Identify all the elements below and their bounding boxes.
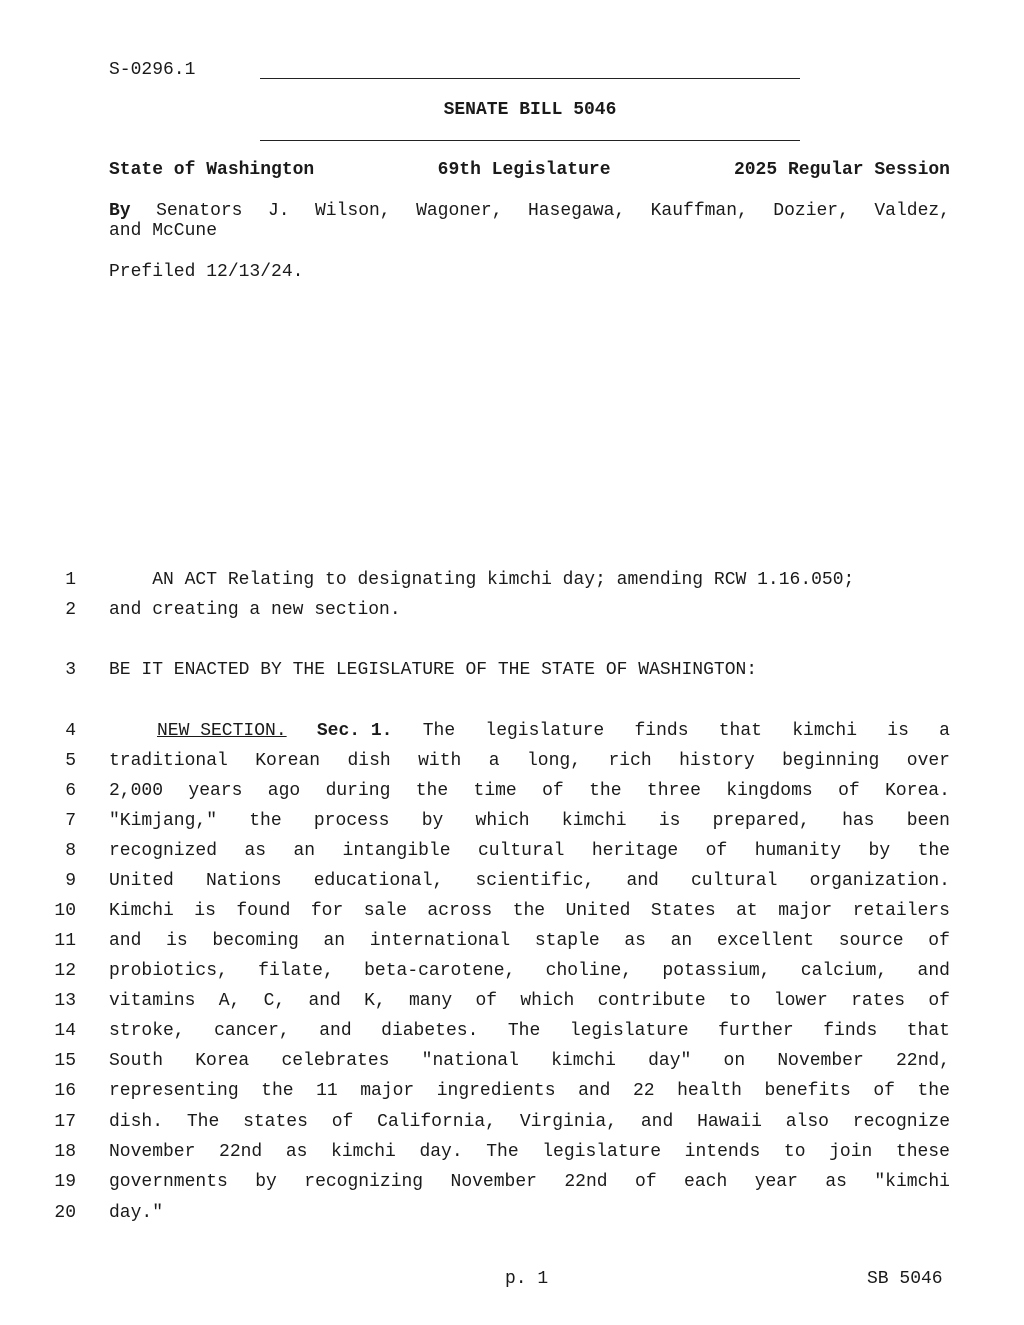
word: cultural: [691, 871, 778, 891]
word: "Kimjang,": [109, 811, 218, 831]
line-number: 18: [54, 1142, 76, 1162]
sponsor-word: Kauffman,: [650, 201, 748, 221]
word: kimchi: [792, 721, 858, 741]
word: sale: [363, 901, 407, 921]
bill-title: SENATE BILL 5046: [443, 100, 617, 120]
word: rates: [851, 991, 906, 1011]
word: the: [512, 901, 546, 921]
word: vitamins: [109, 991, 196, 1011]
bill-line: [109, 750, 950, 772]
bill-line: [109, 1111, 950, 1133]
word: major: [778, 901, 833, 921]
word: Korea: [195, 1051, 250, 1071]
word: on: [723, 1051, 746, 1071]
word: is: [658, 811, 681, 831]
word: benefits: [764, 1081, 851, 1101]
word: of: [873, 1081, 895, 1101]
word: each: [684, 1172, 728, 1192]
line-number: 7: [65, 811, 76, 831]
line-number: 14: [54, 1021, 76, 1041]
word: the: [917, 841, 950, 861]
word: the: [261, 1081, 294, 1101]
word: The: [486, 1142, 519, 1162]
word: diabetes.: [381, 1021, 479, 1041]
word: 22nd: [564, 1172, 608, 1192]
line-number: 8: [65, 841, 76, 861]
section-number: Sec. 1.: [316, 721, 393, 741]
word: recognized: [109, 841, 218, 861]
word: celebrates: [281, 1051, 390, 1071]
word: is: [887, 721, 909, 741]
word: 22: [632, 1081, 655, 1101]
word: Korean: [255, 751, 321, 771]
word: is: [194, 901, 216, 921]
word: retailers: [852, 901, 950, 921]
word: ingredients: [436, 1081, 556, 1101]
line-number: 20: [54, 1203, 76, 1223]
word: probiotics,: [109, 961, 228, 981]
word: states: [243, 1112, 308, 1132]
word: legislature: [485, 721, 605, 741]
page-number: p. 1: [505, 1269, 549, 1289]
bill-line: [109, 960, 950, 982]
document-code: S-0296.1: [109, 60, 196, 80]
word: States: [650, 901, 716, 921]
word: United: [109, 871, 174, 891]
word: been: [906, 811, 950, 831]
word: calcium,: [800, 961, 888, 981]
word: educational,: [313, 871, 444, 891]
word: finds: [823, 1021, 878, 1041]
word: of: [705, 841, 728, 861]
word: at: [736, 901, 758, 921]
line-number: 15: [54, 1051, 76, 1071]
word: these: [895, 1142, 950, 1162]
word: that: [906, 1021, 950, 1041]
word: and: [319, 1021, 352, 1041]
word: The: [507, 1021, 541, 1041]
by-label: By: [109, 201, 131, 221]
word: the: [917, 1081, 950, 1101]
line-number: 5: [65, 751, 76, 771]
word: day": [648, 1051, 692, 1071]
bill-line: [109, 1141, 950, 1163]
word: The: [422, 721, 456, 741]
word: ago: [267, 781, 301, 801]
word: Nations: [205, 871, 282, 891]
word: the: [589, 781, 622, 801]
title-rule-top: [260, 78, 800, 79]
word: as: [244, 841, 267, 861]
word: November: [109, 1142, 196, 1162]
bill-line: [109, 990, 950, 1012]
word: "national: [421, 1051, 519, 1071]
word: by: [421, 811, 444, 831]
word: which: [520, 991, 575, 1011]
bill-line: [109, 780, 950, 802]
word: found: [236, 901, 291, 921]
word: history: [679, 751, 755, 771]
word: to: [728, 991, 751, 1011]
line-number: 13: [54, 991, 76, 1011]
session-header: [109, 160, 950, 180]
sponsor-word: Hasegawa,: [527, 201, 626, 221]
word: "kimchi: [874, 1172, 950, 1192]
word: United: [565, 901, 631, 921]
word: November: [777, 1051, 864, 1071]
word: legislature: [569, 1021, 689, 1041]
word: many: [408, 991, 453, 1011]
word: beta-carotene,: [364, 961, 516, 981]
word: has: [842, 811, 875, 831]
word: governments: [109, 1172, 228, 1192]
word: 2,000: [109, 781, 164, 801]
word: intangible: [342, 841, 451, 861]
sponsors: [109, 201, 950, 241]
word: long,: [527, 751, 582, 771]
word: organization.: [809, 871, 950, 891]
word: an: [293, 841, 316, 861]
word: dish: [347, 751, 391, 771]
word: cancer,: [214, 1021, 290, 1041]
line-number: 11: [54, 931, 76, 951]
bill-line: and creating a new section.: [109, 600, 401, 620]
word: potassium,: [662, 961, 771, 981]
word: traditional: [109, 751, 228, 771]
bill-line: [109, 870, 950, 892]
line-number: 4: [65, 721, 76, 741]
word: time: [473, 781, 517, 801]
bill-line: [109, 1080, 950, 1102]
word: Kimchi: [109, 901, 174, 921]
word: cultural: [477, 841, 565, 861]
word: recognize: [852, 1112, 950, 1132]
word: beginning: [782, 751, 880, 771]
word: of: [331, 1112, 354, 1132]
word: South: [109, 1051, 164, 1071]
word: rich: [608, 751, 652, 771]
word: that: [718, 721, 762, 741]
word: as: [825, 1172, 847, 1192]
bill-line: [109, 810, 950, 832]
line-number: 1: [65, 570, 76, 590]
word: representing: [109, 1081, 239, 1101]
word: dish.: [109, 1112, 164, 1132]
word: scientific,: [475, 871, 595, 891]
bill-line: BE IT ENACTED BY THE LEGISLATURE OF THE STATE OF WASHINGTON:: [109, 660, 758, 680]
word: a: [939, 721, 950, 741]
word: 22nd,: [895, 1051, 950, 1071]
word: day.: [419, 1142, 463, 1162]
sponsor-word: Senators: [156, 201, 243, 221]
word: as: [285, 1142, 308, 1162]
word: recognizing: [304, 1172, 424, 1192]
title-rule-bottom: [260, 140, 800, 141]
word: California,: [377, 1112, 496, 1132]
word: excellent: [716, 931, 815, 951]
sponsor-word: Dozier,: [773, 201, 849, 221]
word: becoming: [212, 931, 299, 951]
line-number: 9: [65, 871, 76, 891]
word: with: [418, 751, 462, 771]
word: which: [475, 811, 530, 831]
word: Hawaii: [697, 1112, 762, 1132]
sponsor-word: J.: [267, 201, 290, 221]
word: C,: [263, 991, 286, 1011]
line-number: 17: [54, 1112, 76, 1132]
word: across: [427, 901, 493, 921]
prefiled-date: Prefiled 12/13/24.: [109, 262, 304, 282]
word: kimchi: [331, 1142, 396, 1162]
word: of: [475, 991, 498, 1011]
word: kimchi: [561, 811, 627, 831]
bill-line: [109, 1171, 950, 1193]
state-label: State of Washington: [109, 160, 315, 180]
word: further: [718, 1021, 794, 1041]
bill-reference: SB 5046: [867, 1269, 943, 1289]
word: contribute: [597, 991, 706, 1011]
sponsor-word: Wagoner,: [416, 201, 503, 221]
word: major: [360, 1081, 415, 1101]
word: The: [186, 1112, 220, 1132]
bill-line: day.": [109, 1203, 164, 1223]
word: prepared,: [712, 811, 810, 831]
word: for: [310, 901, 344, 921]
new-section-label: NEW SECTION.: [157, 721, 287, 741]
word: stroke,: [109, 1021, 185, 1041]
line-number: 19: [54, 1172, 76, 1192]
word: kingdoms: [726, 781, 813, 801]
word: during: [325, 781, 391, 801]
word: Korea.: [885, 781, 950, 801]
word: three: [646, 781, 701, 801]
bill-line: AN ACT Relating to designating kimchi day; amending RCW 1.16.050;: [109, 570, 855, 590]
word: K,: [364, 991, 386, 1011]
word: intends: [684, 1142, 761, 1162]
session-label: 2025 Regular Session: [733, 160, 950, 180]
word: also: [785, 1112, 829, 1132]
word: over: [906, 751, 950, 771]
line-number: 16: [54, 1081, 76, 1101]
word: humanity: [754, 841, 842, 861]
bill-line: [109, 840, 950, 862]
line-number: 10: [54, 901, 76, 921]
bill-line: [109, 900, 950, 922]
sponsors-line2: and McCune: [109, 221, 218, 241]
word: staple: [534, 931, 600, 951]
bill-line: [109, 930, 950, 952]
line-number: 12: [54, 961, 76, 981]
word: health: [677, 1081, 742, 1101]
word: November: [450, 1172, 537, 1192]
word: of: [928, 931, 950, 951]
word: by: [255, 1172, 277, 1192]
word: of: [928, 991, 950, 1011]
word: 22nd: [219, 1142, 263, 1162]
word: kimchi: [551, 1051, 616, 1071]
word: by: [868, 841, 891, 861]
word: source: [838, 931, 904, 951]
word: of: [542, 781, 564, 801]
bill-line: [109, 1050, 950, 1072]
word: Virginia,: [519, 1112, 618, 1132]
word: and: [109, 931, 142, 951]
word: choline,: [545, 961, 633, 981]
word: a: [488, 751, 500, 771]
word: process: [313, 811, 390, 831]
sponsor-word: Wilson,: [315, 201, 391, 221]
word: the: [249, 811, 282, 831]
word: join: [829, 1142, 873, 1162]
line-number: 6: [65, 781, 76, 801]
line-number: 2: [65, 600, 76, 620]
word: and: [640, 1112, 674, 1132]
word: and: [308, 991, 341, 1011]
word: legislature: [542, 1142, 662, 1162]
word: of: [838, 781, 860, 801]
line-number: 3: [65, 660, 76, 680]
word: and: [917, 961, 950, 981]
word: year: [754, 1172, 798, 1192]
word: finds: [634, 721, 689, 741]
word: heritage: [591, 841, 679, 861]
word: an: [323, 931, 346, 951]
bill-line: [109, 720, 950, 742]
word: the: [415, 781, 449, 801]
sponsor-word: Valdez,: [874, 201, 950, 221]
word: years: [188, 781, 243, 801]
word: and: [578, 1081, 611, 1101]
word: lower: [773, 991, 828, 1011]
word: of: [635, 1172, 657, 1192]
word: filate,: [258, 961, 334, 981]
word: international: [369, 931, 511, 951]
word: A,: [218, 991, 241, 1011]
legislature-label: 69th Legislature: [437, 160, 611, 180]
word: and: [626, 871, 659, 891]
word: as: [624, 931, 646, 951]
word: to: [783, 1142, 806, 1162]
word: 11: [316, 1081, 338, 1101]
word: is: [166, 931, 188, 951]
bill-line: [109, 1020, 950, 1042]
word: an: [670, 931, 693, 951]
